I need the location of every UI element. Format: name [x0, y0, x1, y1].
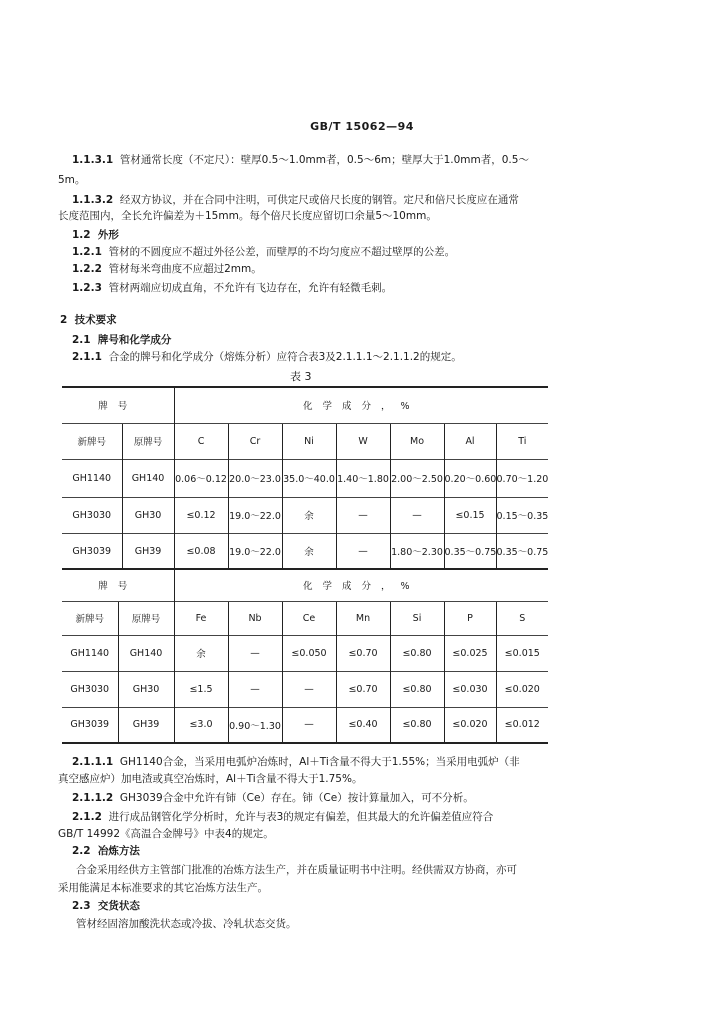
para-2-1-2-cont: GB/T 14992《高温合金牌号》中表4的规定。 — [58, 828, 274, 840]
element-header: Fe — [174, 601, 228, 635]
element-header: S — [496, 601, 548, 635]
value-cell: ≤0.025 — [444, 635, 496, 671]
value-cell: — — [282, 707, 336, 743]
composition-table-part1 — [62, 386, 548, 569]
element-header: Mn — [336, 601, 390, 635]
para-2-1-1-2: 2.1.1.2 GH3039合金中允许有铈（Ce）存在。铈（Ce）按计算量加入，可不分析。 — [72, 792, 474, 804]
value-cell: 余 — [174, 635, 228, 671]
value-cell: 0.15～0.35 — [496, 497, 548, 533]
old-grade-header: 原牌号 — [122, 423, 174, 459]
table-row — [62, 671, 548, 707]
element-header: Al — [444, 423, 496, 459]
value-cell: ≤0.70 — [336, 671, 390, 707]
value-cell: — — [336, 533, 390, 569]
new-grade-header: 新牌号 — [62, 601, 118, 635]
value-cell: 19.0～22.0 — [228, 533, 282, 569]
old-grade-cell: GH39 — [122, 533, 174, 569]
heading-2-3: 2.3 交货状态 — [72, 900, 140, 912]
value-cell: ≤0.80 — [390, 635, 444, 671]
value-cell: ≤0.15 — [444, 497, 496, 533]
value-cell: — — [390, 497, 444, 533]
value-cell: ≤0.020 — [496, 671, 548, 707]
value-cell: — — [228, 671, 282, 707]
value-cell: 0.06～0.12 — [174, 459, 228, 497]
para-1-2-2: 1.2.2 管材每米弯曲度不应超过2mm。 — [72, 263, 262, 275]
value-cell: 35.0～40.0 — [282, 459, 336, 497]
element-header: Ni — [282, 423, 336, 459]
element-header: Nb — [228, 601, 282, 635]
old-grade-cell: GH30 — [118, 671, 174, 707]
value-cell: ≤0.030 — [444, 671, 496, 707]
para-2-1-1: 2.1.1 合金的牌号和化学成分（熔炼分析）应符合表3及2.1.1.1～2.1.1.2的规定。 — [72, 351, 462, 363]
value-cell: 0.20～0.60 — [444, 459, 496, 497]
heading-2-2: 2.2 冶炼方法 — [72, 845, 140, 857]
element-header: W — [336, 423, 390, 459]
value-cell: ≤0.020 — [444, 707, 496, 743]
value-cell: ≤0.050 — [282, 635, 336, 671]
heading-2-1: 2.1 牌号和化学成分 — [72, 334, 172, 346]
element-header: C — [174, 423, 228, 459]
table-row — [62, 459, 548, 497]
value-cell: 20.0～23.0 — [228, 459, 282, 497]
para-2-1-1-1-cont: 真空感应炉）加电渣或真空冶炼时，Al＋Ti含量不得大于1.75%。 — [58, 773, 363, 785]
value-cell: 0.90～1.30 — [228, 707, 282, 743]
new-grade-cell: GH3030 — [62, 671, 118, 707]
value-cell: 19.0～22.0 — [228, 497, 282, 533]
table-row — [62, 635, 548, 671]
value-cell: — — [336, 497, 390, 533]
para-1-2-1: 1.2.1 管材的不圆度应不超过外径公差，而壁厚的不均匀度应不超过壁厚的公差。 — [72, 246, 456, 258]
heading-2: 2 技术要求 — [60, 314, 117, 326]
value-cell: 1.80～2.30 — [390, 533, 444, 569]
value-cell: ≤0.80 — [390, 671, 444, 707]
table-row — [62, 497, 548, 533]
value-cell: ≤0.80 — [390, 707, 444, 743]
new-grade-cell: GH3039 — [62, 707, 118, 743]
new-grade-cell: GH3039 — [62, 533, 122, 569]
new-grade-cell: GH1140 — [62, 459, 122, 497]
old-grade-cell: GH30 — [122, 497, 174, 533]
para-2-1-1-1: 2.1.1.1 GH1140合金，当采用电弧炉冶炼时，Al＋Ti含量不得大于1.55%；当采用电弧炉（非 — [72, 756, 520, 768]
value-cell: ≤0.015 — [496, 635, 548, 671]
element-header: Mo — [390, 423, 444, 459]
para-2-2: 合金采用经供方主管部门批准的冶炼方法生产，并在质量证明书中注明。经供需双方协商，亦可 — [76, 864, 517, 876]
value-cell: ≤0.40 — [336, 707, 390, 743]
table-caption: 表 3 — [290, 370, 312, 383]
old-grade-cell: GH140 — [118, 635, 174, 671]
heading-1-2: 1.2 外形 — [72, 229, 119, 241]
table-row — [62, 533, 548, 569]
para-2-3: 管材经固溶加酸洗状态或冷拔、冷轧状态交货。 — [76, 918, 297, 930]
old-grade-cell: GH140 — [122, 459, 174, 497]
value-cell: ≤3.0 — [174, 707, 228, 743]
value-cell: — — [282, 671, 336, 707]
standard-number-header: GB/T 15062—94 — [310, 120, 414, 133]
element-header: Si — [390, 601, 444, 635]
para-1-1-3-2: 1.1.3.2 经双方协议，并在合同中注明，可供定尺或倍尺长度的钢管。定尺和倍尺长度应在通常 — [72, 194, 519, 206]
para-2-1-2: 2.1.2 进行成品钢管化学分析时，允许与表3的规定有偏差，但其最大的允许偏差值应符合 — [72, 811, 494, 823]
chem-header: 化学成分，% — [174, 569, 548, 601]
element-header: Ti — [496, 423, 548, 459]
value-cell: 2.00～2.50 — [390, 459, 444, 497]
para-1-1-3-1: 1.1.3.1 管材通常长度（不定尺）：壁厚0.5～1.0mm者，0.5～6m；壁厚大于1.0mm者，0.5～ — [72, 154, 529, 166]
new-grade-cell: GH3030 — [62, 497, 122, 533]
old-grade-header: 原牌号 — [118, 601, 174, 635]
para-2-2-cont: 采用能满足本标准要求的其它冶炼方法生产。 — [58, 882, 268, 894]
new-grade-header: 新牌号 — [62, 423, 122, 459]
grade-header: 牌号 — [62, 387, 174, 423]
new-grade-cell: GH1140 — [62, 635, 118, 671]
element-header: Ce — [282, 601, 336, 635]
value-cell: 0.35～0.75 — [496, 533, 548, 569]
para-1-2-3: 1.2.3 管材两端应切成直角，不允许有飞边存在，允许有轻微毛刺。 — [72, 282, 393, 294]
value-cell: 1.40～1.80 — [336, 459, 390, 497]
value-cell: — — [228, 635, 282, 671]
value-cell: 0.35～0.75 — [444, 533, 496, 569]
element-header: P — [444, 601, 496, 635]
chem-header: 化学成分，% — [174, 387, 548, 423]
value-cell: 余 — [282, 497, 336, 533]
element-header: Cr — [228, 423, 282, 459]
grade-header: 牌号 — [62, 569, 174, 601]
para-1-1-3-1-cont: 5m。 — [58, 174, 86, 186]
composition-table-part2 — [62, 568, 548, 744]
value-cell: 余 — [282, 533, 336, 569]
value-cell: ≤0.12 — [174, 497, 228, 533]
table-row — [62, 707, 548, 743]
value-cell: ≤0.012 — [496, 707, 548, 743]
value-cell: ≤1.5 — [174, 671, 228, 707]
value-cell: 0.70～1.20 — [496, 459, 548, 497]
para-1-1-3-2-cont: 长度范围内，全长允许偏差为＋15mm。每个倍尺长度应留切口余量5～10mm。 — [58, 210, 437, 222]
old-grade-cell: GH39 — [118, 707, 174, 743]
value-cell: ≤0.70 — [336, 635, 390, 671]
value-cell: ≤0.08 — [174, 533, 228, 569]
